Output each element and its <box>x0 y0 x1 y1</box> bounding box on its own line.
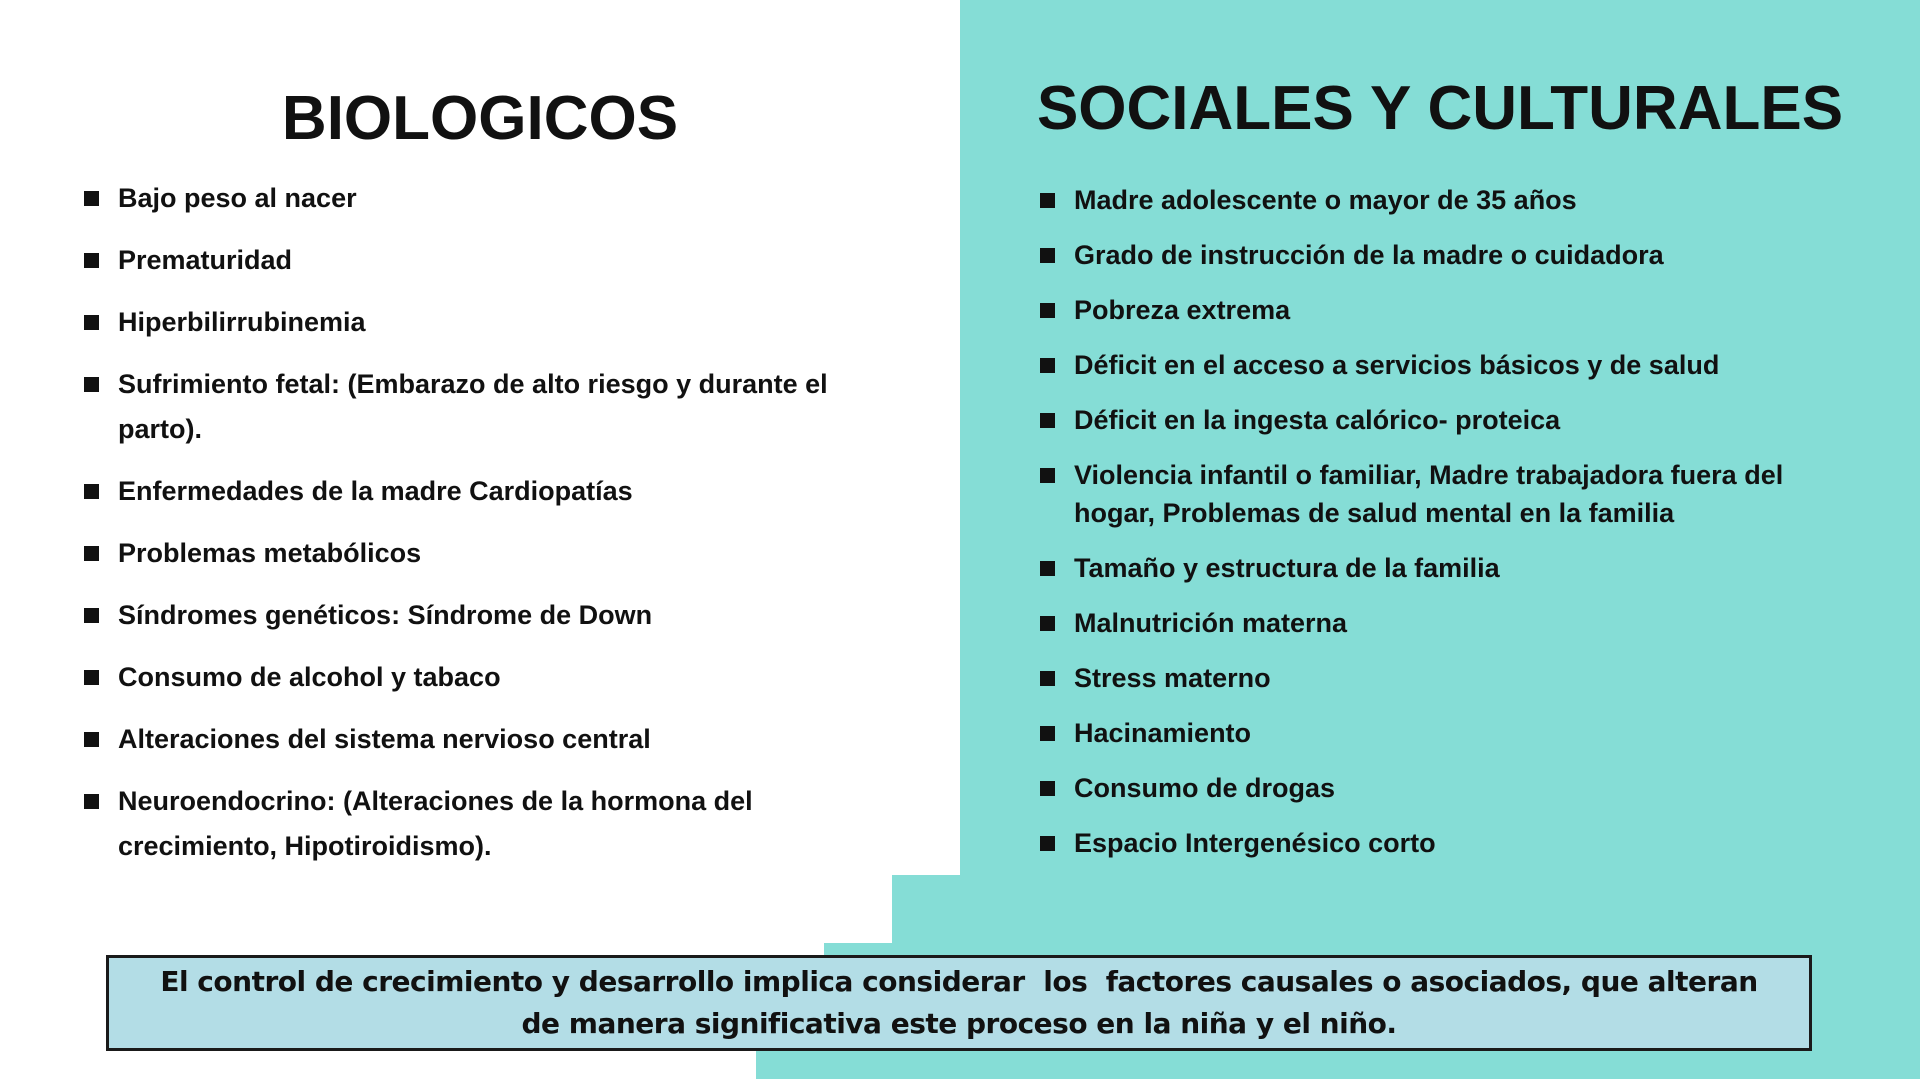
square-bullet-icon <box>1040 726 1055 741</box>
list-item <box>1040 604 1860 642</box>
list-item-text: Prematuridad <box>118 245 293 275</box>
list-item <box>1040 659 1860 697</box>
list-item-text: Enfermedades de la madre Cardiopatías <box>118 476 633 506</box>
list-item <box>84 362 884 452</box>
list-item <box>1040 549 1860 587</box>
list-item <box>84 593 884 638</box>
square-bullet-icon <box>84 546 99 561</box>
list-item <box>1040 401 1860 439</box>
square-bullet-icon <box>1040 616 1055 631</box>
list-item <box>1040 456 1860 532</box>
list-item <box>1040 291 1860 329</box>
list-item-text: Tamaño y estructura de la familia <box>1074 553 1500 583</box>
sociales-culturales-list <box>1040 181 1860 879</box>
square-bullet-icon <box>1040 413 1055 428</box>
list-item-text: Espacio Intergenésico corto <box>1074 828 1436 858</box>
square-bullet-icon <box>84 253 99 268</box>
list-item <box>84 469 884 514</box>
list-item-text: Grado de instrucción de la madre o cuidadora <box>1074 240 1664 270</box>
list-item <box>84 176 884 221</box>
square-bullet-icon <box>1040 671 1055 686</box>
biologicos-heading: BIOLOGICOS <box>281 84 679 153</box>
list-item-text: Hacinamiento <box>1074 718 1252 748</box>
square-bullet-icon <box>84 608 99 623</box>
list-item <box>84 655 884 700</box>
list-item-text: Madre adolescente o mayor de 35 años <box>1074 185 1577 215</box>
list-item-text: Consumo de alcohol y tabaco <box>118 662 501 692</box>
list-item <box>1040 346 1860 384</box>
square-bullet-icon <box>84 670 99 685</box>
list-item-text: Síndromes genéticos: Síndrome de Down <box>118 600 653 630</box>
list-item-text: Malnutrición materna <box>1074 608 1348 638</box>
square-bullet-icon <box>84 794 99 809</box>
list-item-text: Stress materno <box>1074 663 1271 693</box>
list-item <box>84 531 884 576</box>
square-bullet-icon <box>84 377 99 392</box>
summary-note-text: El control de crecimiento y desarrollo implica considerar los factores causales o asociados, que alteran de manera significativa este proceso en la niña y el niño. <box>160 965 1767 1040</box>
square-bullet-icon <box>84 484 99 499</box>
sociales-culturales-heading: SOCIALES Y CULTURALES <box>1036 74 1844 143</box>
list-item <box>84 779 884 869</box>
square-bullet-icon <box>1040 358 1055 373</box>
list-item-text: Neuroendocrino: (Alteraciones de la hormona del crecimiento, Hipotiroidismo). <box>118 786 753 861</box>
list-item <box>1040 181 1860 219</box>
list-item-text: Déficit en la ingesta calórico- proteica <box>1074 405 1561 435</box>
list-item-text: Violencia infantil o familiar, Madre trabajadora fuera del hogar, Problemas de salud mental en la familia <box>1074 460 1784 528</box>
square-bullet-icon <box>1040 561 1055 576</box>
list-item <box>84 300 884 345</box>
list-item-text: Alteraciones del sistema nervioso central <box>118 724 651 754</box>
list-item-text: Consumo de drogas <box>1074 773 1336 803</box>
list-item-text: Bajo peso al nacer <box>118 183 357 213</box>
square-bullet-icon <box>84 191 99 206</box>
list-item <box>1040 769 1860 807</box>
list-item-text: Sufrimiento fetal: (Embarazo de alto riesgo y durante el parto). <box>118 369 828 444</box>
list-item <box>1040 714 1860 752</box>
square-bullet-icon <box>84 732 99 747</box>
list-item-text: Hiperbilirrubinemia <box>118 307 366 337</box>
list-item-text: Pobreza extrema <box>1074 295 1291 325</box>
square-bullet-icon <box>1040 468 1055 483</box>
summary-note-box <box>106 955 1812 1051</box>
square-bullet-icon <box>1040 193 1055 208</box>
list-item <box>84 238 884 283</box>
square-bullet-icon <box>1040 248 1055 263</box>
list-item <box>1040 824 1860 862</box>
biologicos-list <box>84 176 884 886</box>
square-bullet-icon <box>1040 836 1055 851</box>
square-bullet-icon <box>1040 303 1055 318</box>
square-bullet-icon <box>84 315 99 330</box>
list-item <box>84 717 884 762</box>
list-item-text: Problemas metabólicos <box>118 538 422 568</box>
square-bullet-icon <box>1040 781 1055 796</box>
list-item-text: Déficit en el acceso a servicios básicos y de salud <box>1074 350 1720 380</box>
list-item <box>1040 236 1860 274</box>
